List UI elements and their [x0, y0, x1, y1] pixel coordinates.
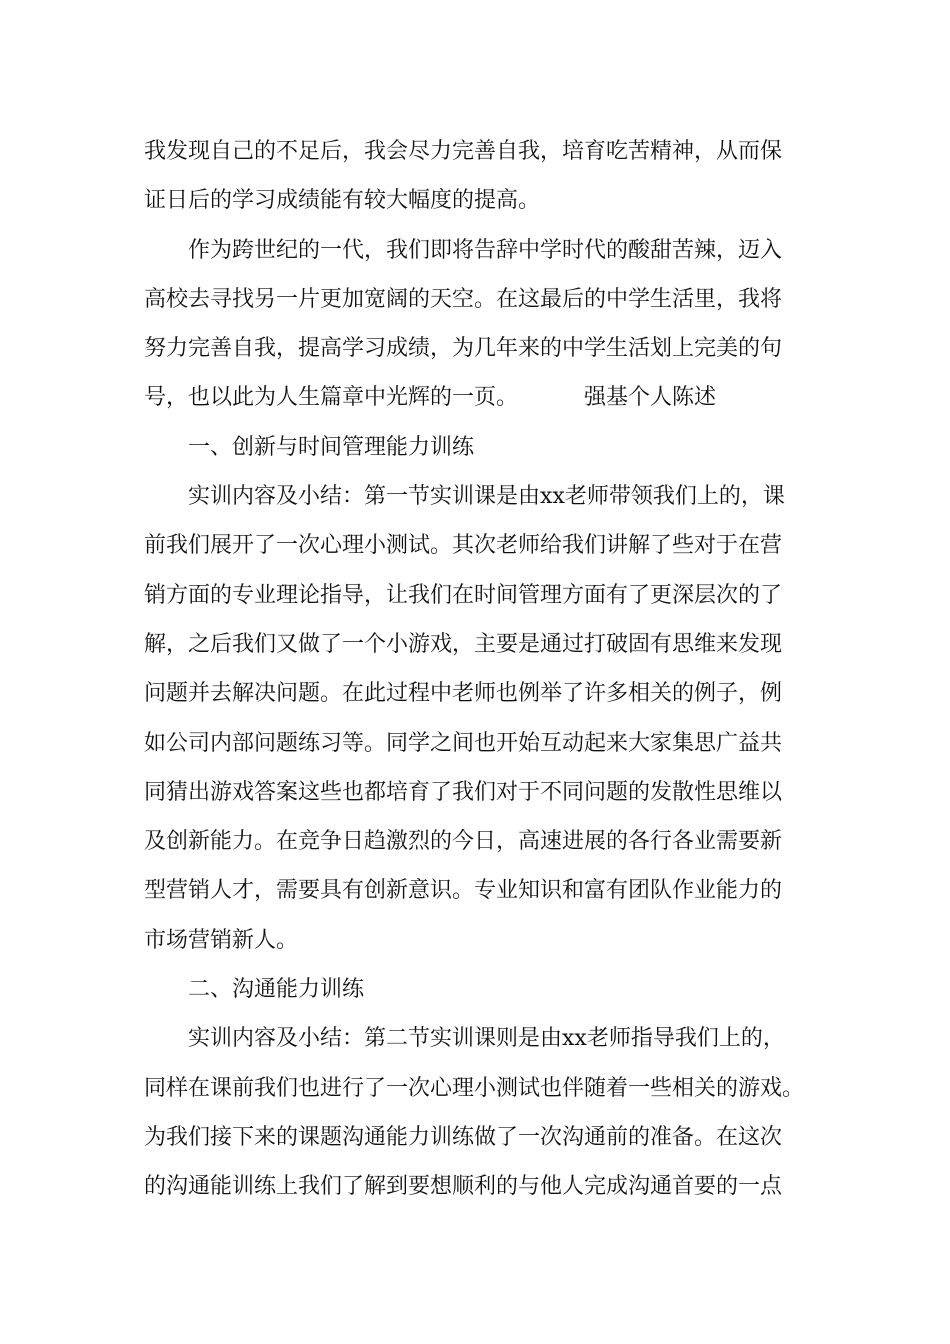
- text-line: 证日后的学习成绩能有较大幅度的提高。: [144, 188, 541, 214]
- text-line: 前我们展开了一次心理小测试。其次老师给我们讲解了些对于在营: [144, 533, 783, 559]
- text-line: 高校去寻找另一片更加宽阔的天空。在这最后的中学生活里，我将: [144, 286, 783, 312]
- text-line: 解，之后我们又做了一个小游戏，主要是通过打破固有思维来发现: [144, 631, 783, 657]
- text-line: 实训内容及小结：第一节实训课是由xx老师带领我们上的，课: [188, 484, 785, 510]
- inline-heading: 强基个人陈述: [584, 385, 717, 411]
- text-line: 同样在课前我们也进行了一次心理小测试也伴随着一些相关的游戏。: [144, 1075, 805, 1101]
- text-line: 我发现自己的不足后，我会尽力完善自我，培育吃苦精神，从而保: [144, 139, 783, 164]
- section-heading: 一、创新与时间管理能力训练: [188, 434, 475, 460]
- text-line: 型营销人才，需要具有创新意识。专业知识和富有团队作业能力的: [144, 878, 783, 904]
- text-line: 问题并去解决问题。在此过程中老师也例举了许多相关的例子，例: [144, 681, 783, 707]
- text-line: 作为跨世纪的一代，我们即将告辞中学时代的酸甜苦辣，迈入: [188, 237, 783, 263]
- text-line: 市场营销新人。: [144, 927, 299, 953]
- text-line: 及创新能力。在竞争日趋激烈的今日，高速进展的各行各业需要新: [144, 829, 783, 855]
- text-line: 的沟通能训练上我们了解到要想顺利的与他人完成沟通首要的一点: [144, 1174, 783, 1200]
- document-body: [144, 127, 814, 1212]
- text-line: 销方面的专业理论指导，让我们在时间管理方面有了更深层次的了: [144, 582, 783, 608]
- text-line: 努力完善自我，提高学习成绩，为几年来的中学生活划上完美的句: [144, 336, 783, 362]
- text-line: 实训内容及小结：第二节实训课则是由xx老师指导我们上的，: [188, 1026, 785, 1052]
- section-heading: 二、沟通能力训练: [188, 977, 365, 1003]
- text-line: 为我们接下来的课题沟通能力训练做了一次沟通前的准备。在这次: [144, 1124, 783, 1150]
- text-line: 如公司内部问题练习等。同学之间也开始互动起来大家集思广益共: [144, 730, 783, 756]
- text-line-content: 号，也以此为人生篇章中光辉的一页。: [144, 385, 519, 411]
- text-line: [144, 373, 814, 422]
- text-line: 同猜出游戏答案这些也都培育了我们对于不同问题的发散性思维以: [144, 779, 783, 805]
